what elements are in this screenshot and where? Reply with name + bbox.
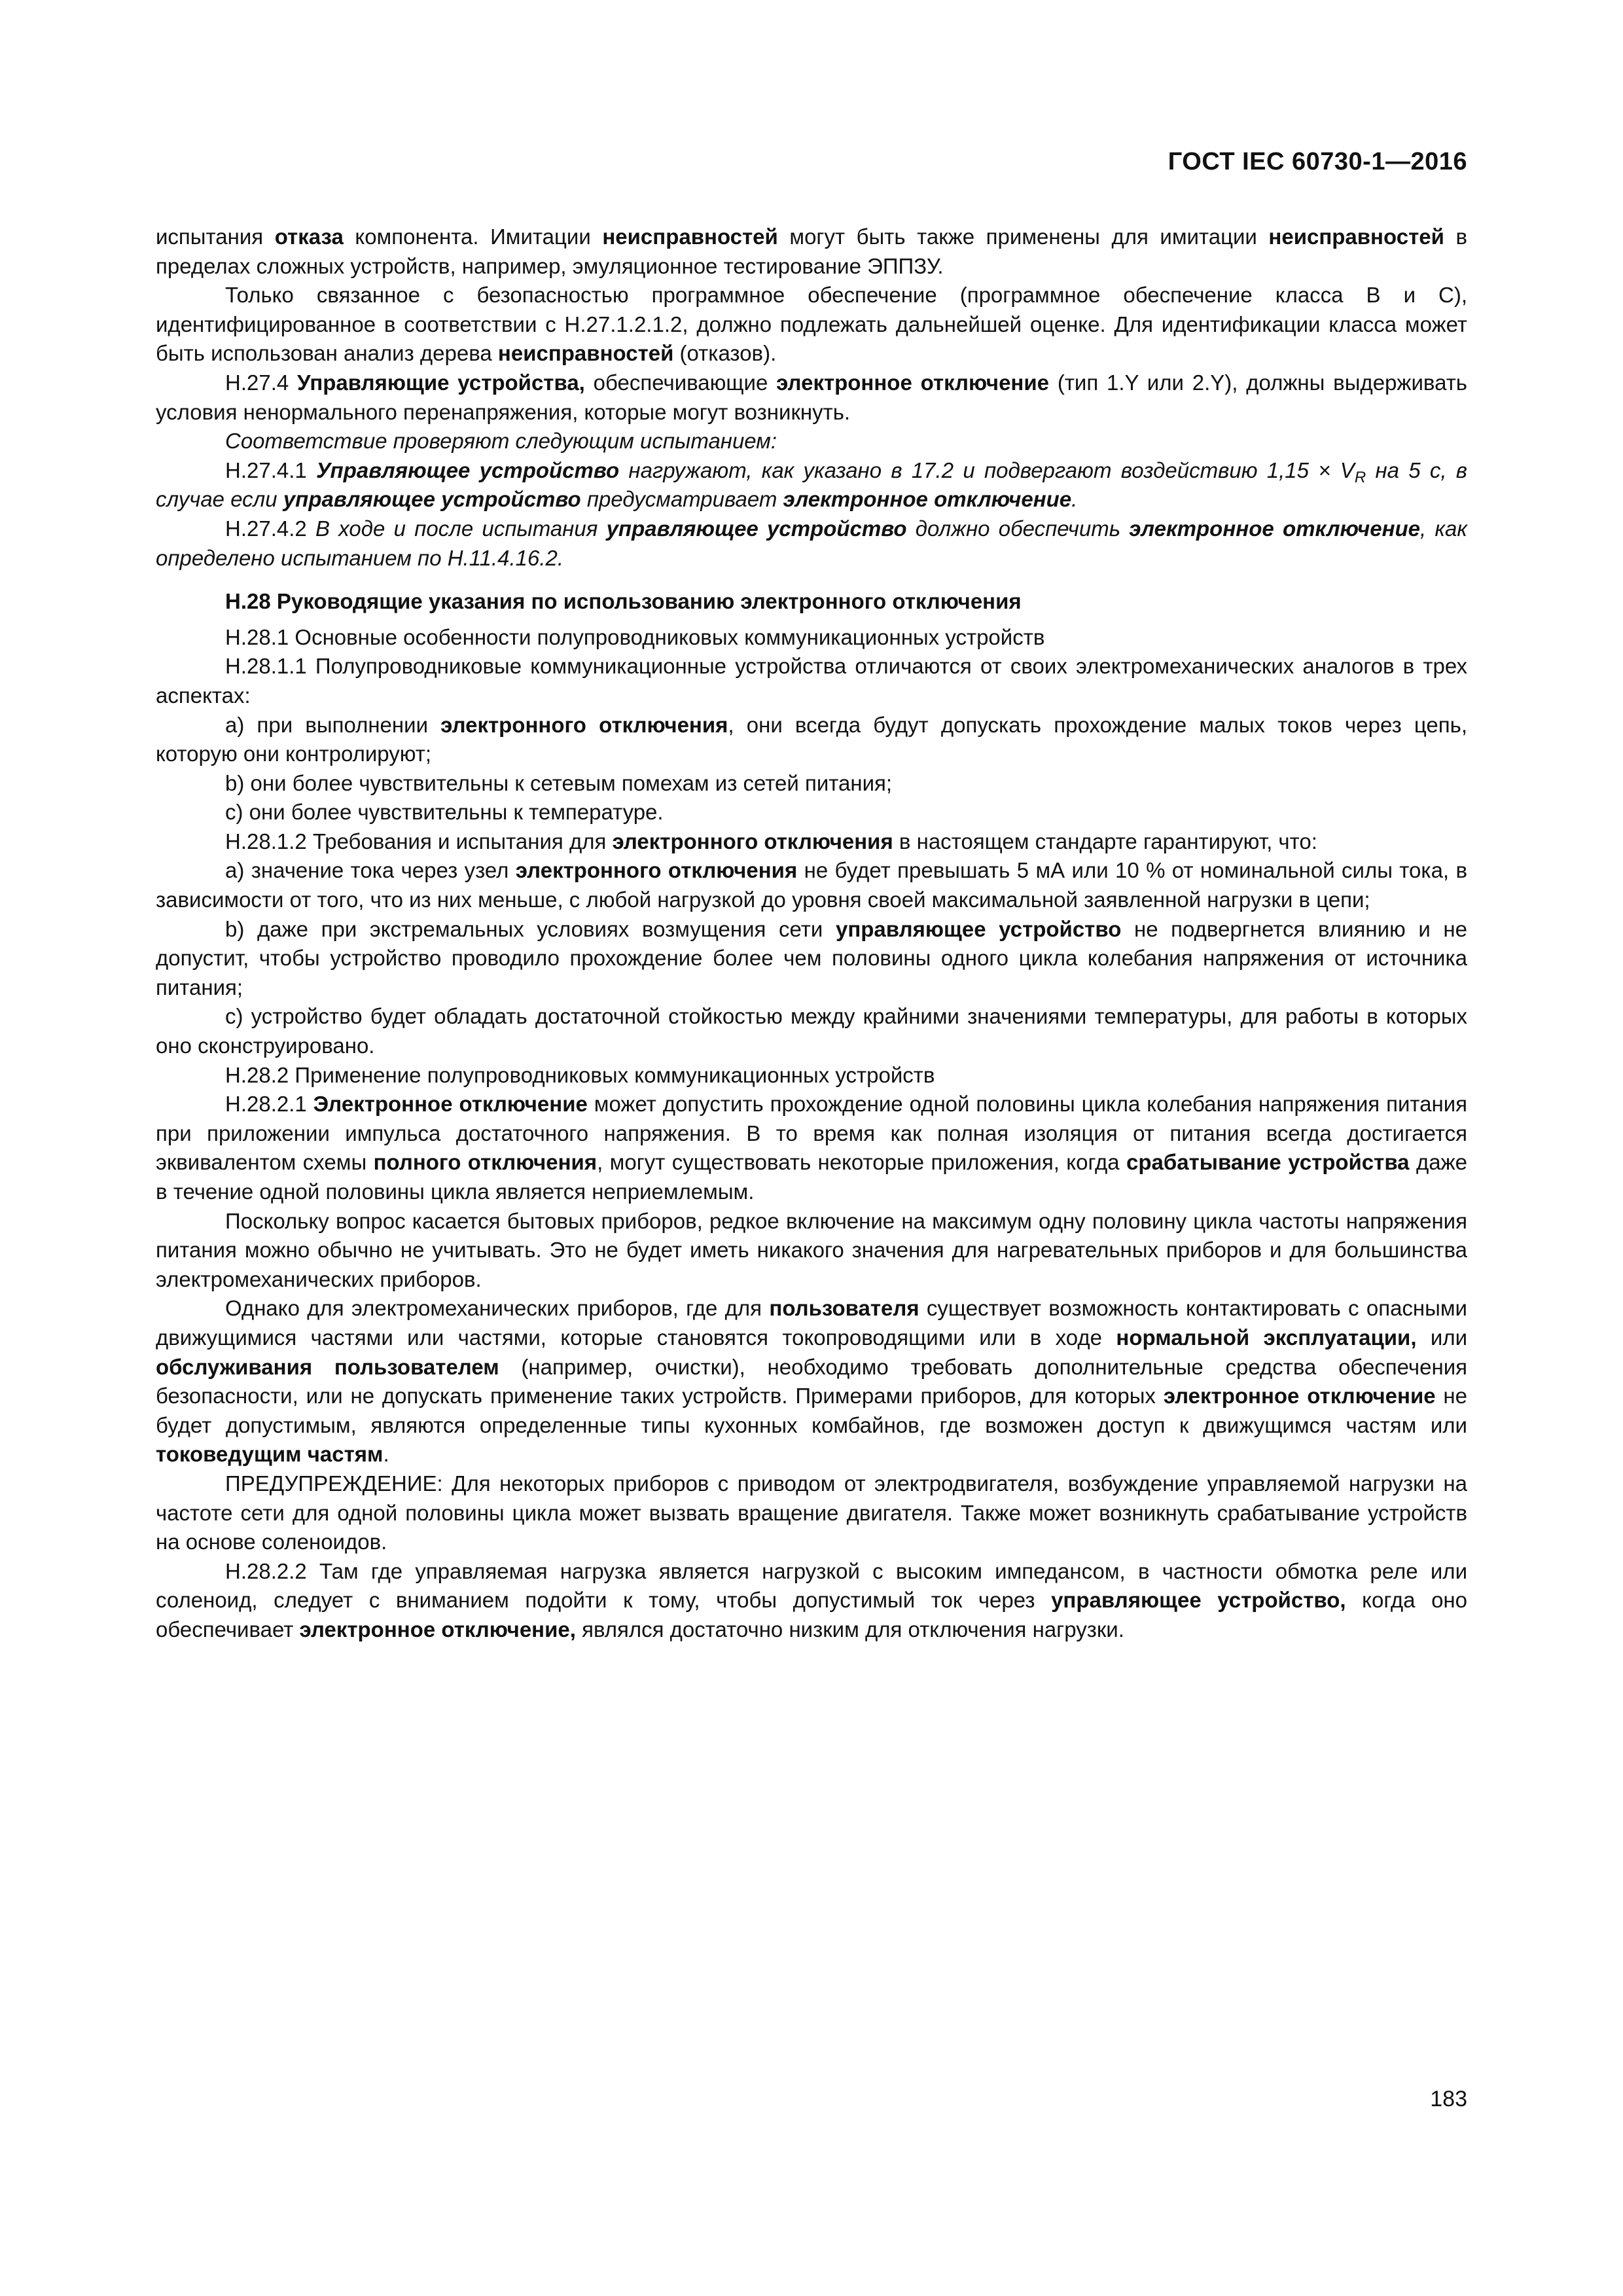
- list-item: a) значение тока через узел электронного отключения не будет превышать 5 мА или 10 % от номинальной силы тока, в зависимости от того, что из них меньше, с любой нагрузкой до уровня своей максимальной заявленной нагрузки в цепи;: [156, 858, 1467, 912]
- document-body: [156, 223, 1467, 1645]
- paragraph: Н.27.4.2 В ходе и после испытания управляющее устройство должно обеспечить электронное отключение, как определено испытанием по Н.11.4.16.2.: [156, 516, 1467, 570]
- paragraph: Однако для электромеханических приборов, где для пользователя существует возможность контактировать с опасными движущимися частями или частями, которые становятся токопроводящими или в ходе нормальной эксплуатации, или обслуживания пользователем (например, очистки), необходимо требовать дополнительные средства обеспечения безопасности, или не допускать применение таких устройств. Примерами приборов, для которых электронное отключение не будет допустимым, являются определенные типы кухонных комбайнов, где возможен доступ к движущимся частям или токоведущим частям.: [156, 1296, 1468, 1467]
- list-item: b) они более чувствительны к сетевым помехам из сетей питания;: [225, 770, 893, 795]
- paragraph-warning: ПРЕДУПРЕЖДЕНИЕ: Для некоторых приборов с приводом от электродвигателя, возбуждение управляемой нагрузки на частоте сети для одной половины цикла может вызвать вращение двигателя. Также может возникнуть срабатывание устройств на основе соленоидов.: [156, 1471, 1467, 1554]
- paragraph: Только связанное с безопасностью программное обеспечение (программное обеспечение класса В и С), идентифицированное в соответствии с Н.27.1.2.1.2, должно подлежать дальнейшей оценке. Для идентификации класса может быть использован анализ дерева неисправностей (отказов).: [156, 283, 1467, 366]
- paragraph: Н.28.1.1 Полупроводниковые коммуникационные устройства отличаются от своих электромеханических аналогов в трех аспектах:: [156, 654, 1467, 708]
- paragraph: Н.28.2.2 Там где управляемая нагрузка является нагрузкой с высоким импедансом, в частности обмотка реле или соленоид, следует с вниманием подойти к тому, чтобы допустимый ток через управляющее устройство, когда оно обеспечивает электронное отключение, являлся достаточно низким для отключения нагрузки.: [156, 1558, 1467, 1641]
- paragraph: Н.27.4.1 Управляющее устройство нагружают, как указано в 17.2 и подвергают воздействию $1,15 \times V_R$ на 5 с, в случае если управляющее устройство предусматривает электронное отключение.: [156, 457, 1467, 512]
- paragraph: Н.28.2 Применение полупроводниковых коммуникационных устройств: [225, 1062, 935, 1087]
- page-number: 183: [1430, 2087, 1467, 2111]
- list-item: c) устройство будет обладать достаточной стойкостью между крайними значениями температуры, для работы в которых оно сконструировано.: [156, 1004, 1467, 1058]
- list-item: c) они более чувствительны к температуре.: [225, 800, 664, 825]
- paragraph: Н.27.4 Управляющие устройства, обеспечивающие электронное отключение (тип 1.Y или 2.Y), должны выдерживать условия ненормального перенапряжения, которые могут возникнуть.: [156, 370, 1467, 424]
- paragraph: Н.28.1.2 Требования и испытания для электронного отключения в настоящем стандарте гарантируют, что:: [225, 829, 1317, 853]
- list-item: b) даже при экстремальных условиях возмущения сети управляющее устройство не подвергнется влиянию и не допустит, чтобы устройство проводило прохождение более чем половины одного цикла колебания напряжения от источника питания;: [156, 916, 1467, 999]
- paragraph-compliance: Соответствие проверяют следующим испытанием:: [225, 429, 777, 454]
- paragraph: испытания отказа компонента. Имитации неисправностей могут быть также применены для имитации неисправностей в пределах сложных устройств, например, эмуляционное тестирование ЭППЗУ.: [156, 224, 1467, 278]
- paragraph: Поскольку вопрос касается бытовых приборов, редкое включение на максимум одну половину цикла частоты напряжения питания можно обычно не учитывать. Это не будет иметь никакого значения для нагревательных приборов и для большинства электромеханических приборов.: [156, 1208, 1467, 1291]
- paragraph: Н.28.1 Основные особенности полупроводниковых коммуникационных устройств: [225, 624, 1045, 649]
- paragraph: Н.28.2.1 Электронное отключение может допустить прохождение одной половины цикла колебания напряжения питания при приложении импульса достаточного напряжения. В то время как полная изоляция от питания всегда достигается эквивалентом схемы полного отключения, могут существовать некоторые приложения, когда срабатывание устройства даже в течение одной половины цикла является неприемлемым.: [156, 1092, 1467, 1204]
- document-code: ГОСТ IEC 60730-1—2016: [1168, 148, 1467, 175]
- section-title: Н.28 Руководящие указания по использованию электронного отключения: [225, 589, 1022, 614]
- list-item: a) при выполнении электронного отключения, они всегда будут допускать прохождение малых токов через цепь, которую они контролируют;: [156, 712, 1467, 766]
